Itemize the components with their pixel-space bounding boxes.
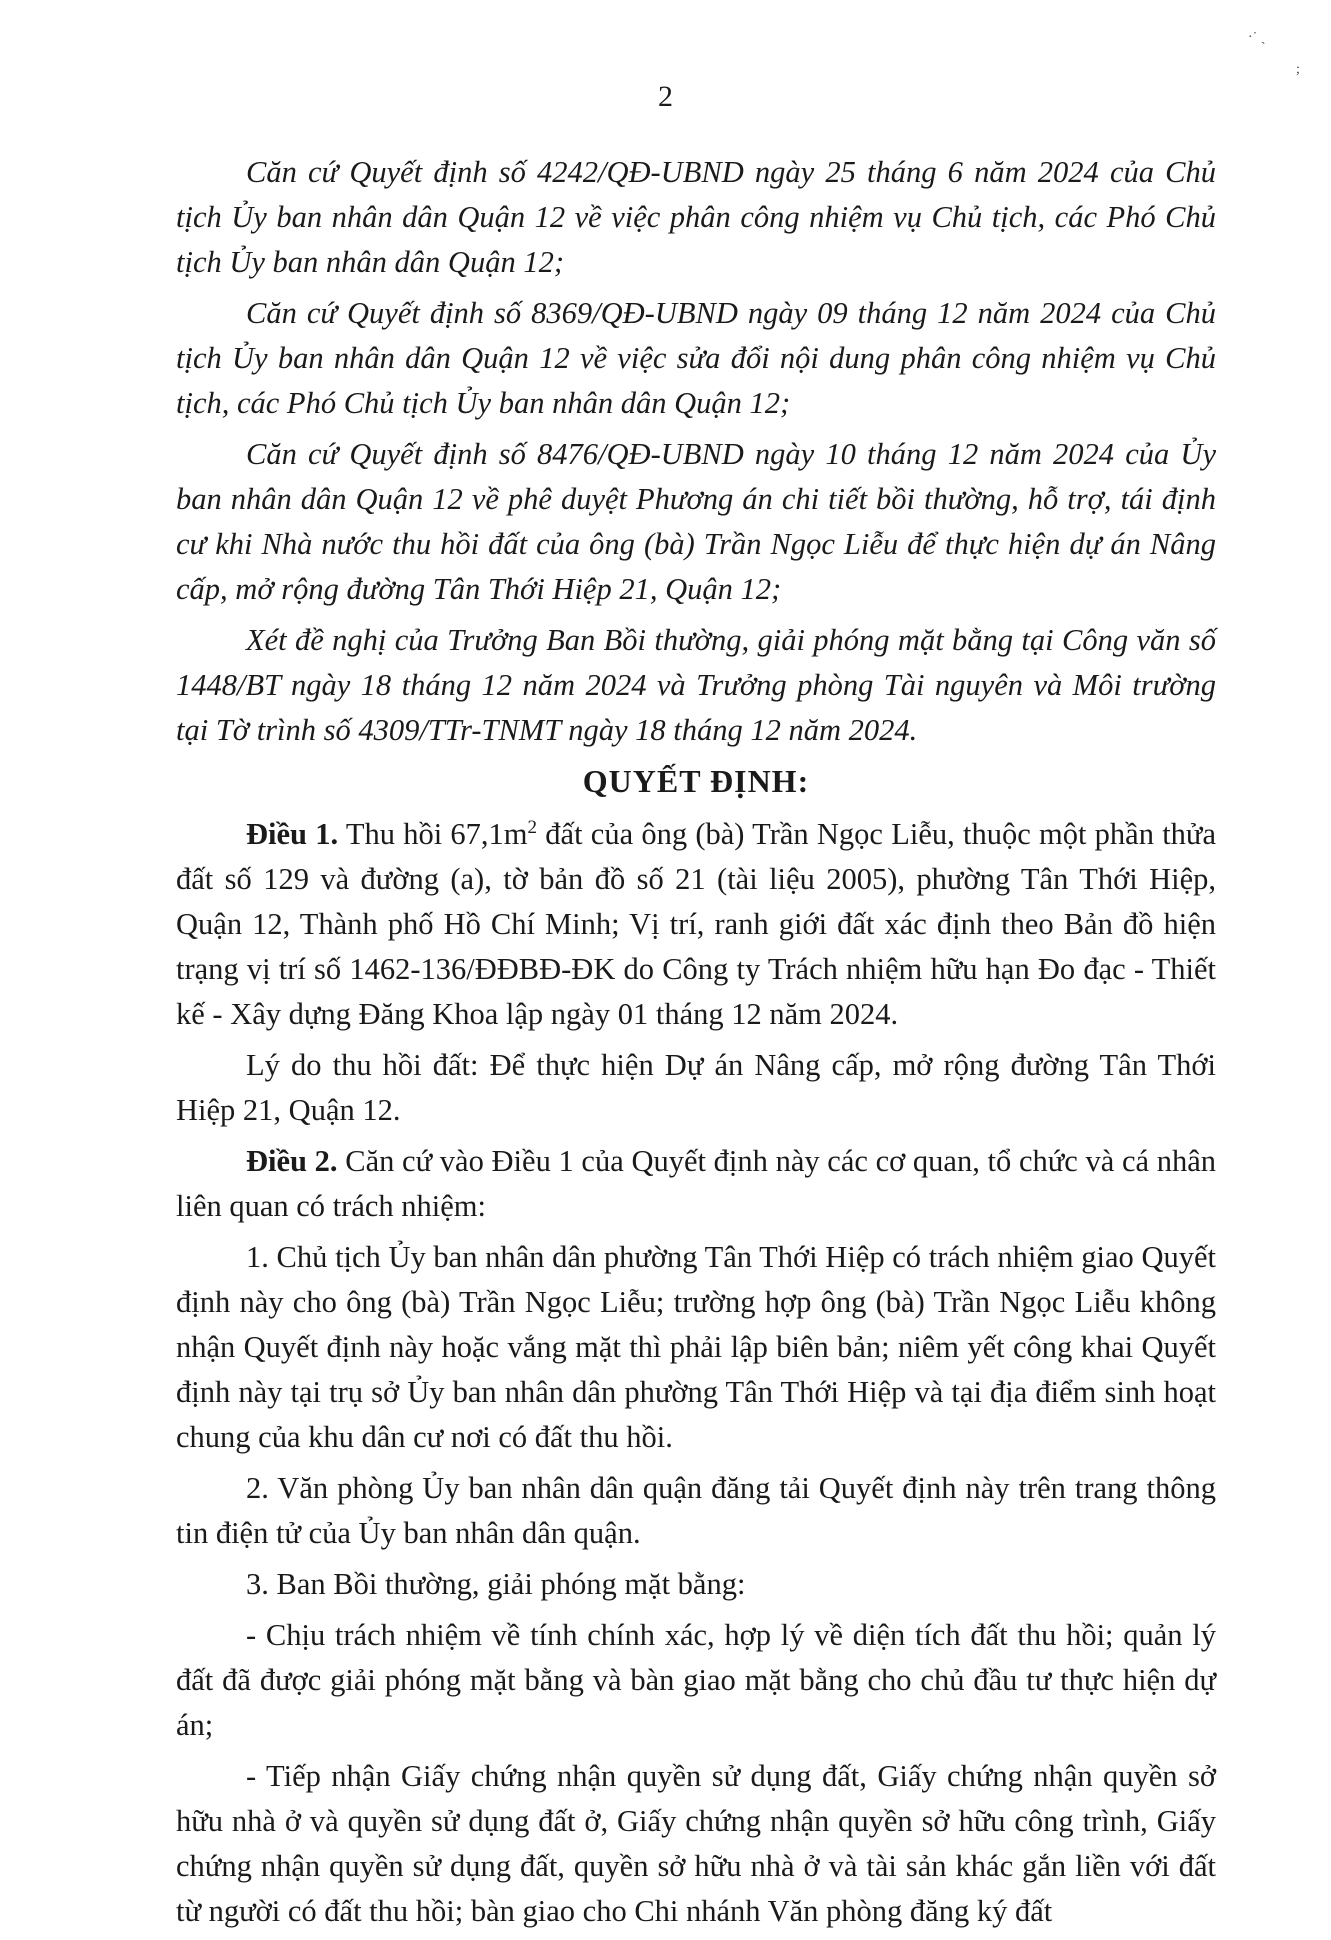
area-unit-superscript: 2 [527, 816, 538, 838]
article-2-item: - Chịu trách nhiệm về tính chính xác, hợp lý về diện tích đất thu hồi; quản lý đất đã được giải phóng mặt bằng và bàn giao mặt bằng cho chủ đầu tư thực hiện dự án; [176, 1618, 1216, 1742]
decision-title: QUYẾT ĐỊNH: [582, 763, 810, 799]
article-2-paragraph [176, 1139, 1216, 1229]
preamble-paragraph: Căn cứ Quyết định số 8369/QĐ-UBND ngày 09 tháng 12 năm 2024 của Chủ tịch Ủy ban nhân dân Quận 12 về việc sửa đổi nội dung phân công nhiệm vụ Chủ tịch, các Phó Chủ tịch Ủy ban nhân dân Quận 12; [176, 296, 1216, 420]
article-2-item: 2. Văn phòng Ủy ban nhân dân quận đăng tải Quyết định này trên trang thông tin điện tử của Ủy ban nhân dân quận. [176, 1471, 1216, 1550]
article-1-label: Điều 1. [246, 817, 339, 851]
scan-speck: ·˙ ˎ [1248, 30, 1266, 45]
article-1-reason: Lý do thu hồi đất: Để thực hiện Dự án Nâng cấp, mở rộng đường Tân Thới Hiệp 21, Quận 12. [176, 1048, 1216, 1127]
article-2-item: - Tiếp nhận Giấy chứng nhận quyền sử dụng đất, Giấy chứng nhận quyền sở hữu nhà ở và quyền sử dụng đất ở, Giấy chứng nhận quyền sở hữu công trình, Giấy chứng nhận quyền sử dụng đất, quyền sở hữu nhà ở và tài sản khác gắn liền với đất từ người có đất thu hồi; bàn giao cho Chi nhánh Văn phòng đăng ký đất [176, 1759, 1216, 1928]
preamble-paragraph: Căn cứ Quyết định số 8476/QĐ-UBND ngày 10 tháng 12 năm 2024 của Ủy ban nhân dân Quận 12 về phê duyệt Phương án chi tiết bồi thường, hỗ trợ, tái định cư khi Nhà nước thu hồi đất của ông (bà) Trần Ngọc Liễu để thực hiện dự án Nâng cấp, mở rộng đường Tân Thới Hiệp 21, Quận 12; [176, 437, 1216, 606]
article-2-item: 3. Ban Bồi thường, giải phóng mặt bằng: [246, 1567, 746, 1601]
preamble-paragraph: Căn cứ Quyết định số 4242/QĐ-UBND ngày 25 tháng 6 năm 2024 của Chủ tịch Ủy ban nhân dân Quận 12 về việc phân công nhiệm vụ Chủ tịch, các Phó Chủ tịch Ủy ban nhân dân Quận 12; [176, 155, 1216, 279]
article-2-intro: Căn cứ vào Điều 1 của Quyết định này các cơ quan, tổ chức và cá nhân liên quan có trách nhiệm: [176, 1144, 1216, 1223]
article-2-item: 1. Chủ tịch Ủy ban nhân dân phường Tân Thới Hiệp có trách nhiệm giao Quyết định này cho ông (bà) Trần Ngọc Liễu; trường hợp ông (bà) Trần Ngọc Liễu không nhận Quyết định này hoặc vắng mặt thì phải lập biên bản; niêm yết công khai Quyết định này tại trụ sở Ủy ban nhân dân phường Tân Thới Hiệp và tại địa điểm sinh hoạt chung của khu dân cư nơi có đất thu hồi. [176, 1240, 1216, 1454]
preamble-paragraph: Xét đề nghị của Trưởng Ban Bồi thường, giải phóng mặt bằng tại Công văn số 1448/BT ngày 18 tháng 12 năm 2024 và Trưởng phòng Tài nguyên và Môi trường tại Tờ trình số 4309/TTr-TNMT ngày 18 tháng 12 năm 2024. [176, 623, 1216, 747]
scan-speck: ; [1296, 62, 1300, 77]
page-number: 2 [658, 80, 673, 113]
article-1-text: Thu hồi 67,1m [338, 817, 528, 851]
article-2-label: Điều 2. [246, 1144, 338, 1178]
document-body [176, 150, 1216, 1940]
article-1-paragraph [176, 812, 1216, 1037]
article-1-text-cont: đất của ông (bà) Trần Ngọc Liễu, thuộc một phần thửa đất số 129 và đường (a), tờ bản đồ số 21 (tài liệu 2005), phường Tân Thới Hiệp, Quận 12, Thành phố Hồ Chí Minh; Vị trí, ranh giới đất xác định theo Bản đồ hiện trạng vị trí số 1462-136/ĐĐBĐ-ĐK do Công ty Trách nhiệm hữu hạn Đo đạc - Thiết kế - Xây dựng Đăng Khoa lập ngày 01 tháng 12 năm 2024. [176, 817, 1217, 1031]
